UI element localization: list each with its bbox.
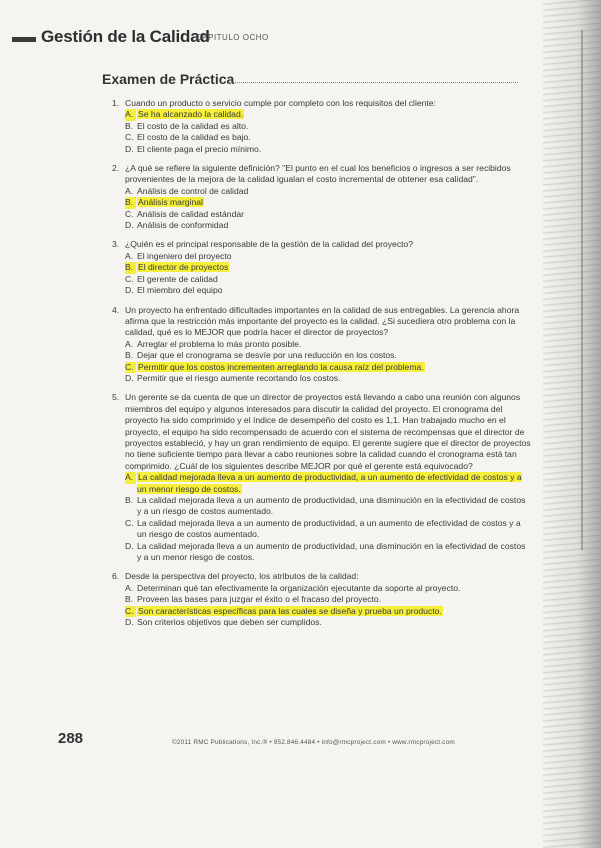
chapter-label: CAPITULO OCHO: [196, 33, 269, 42]
scan-edge-shadow: [543, 0, 601, 848]
answer-option: [125, 144, 532, 155]
option-letter: C.: [125, 606, 136, 617]
answer-option: [125, 121, 532, 132]
question-text: ¿Quién es el principal responsable de la gestión de la calidad del proyecto?: [125, 239, 414, 250]
option-letter: B.: [125, 120, 134, 131]
question-text: Desde la perspectiva del proyecto, los atributos de la calidad:: [125, 571, 359, 582]
option-text: Son criterios objetivos que deben ser cumplidos.: [137, 617, 322, 628]
option-text: La calidad mejorada lleva a un aumento de productividad, a un aumento de efectividad de costos y a un menor riesgo de costos.: [137, 472, 522, 494]
answer-option: [125, 518, 532, 541]
option-text: Análisis de calidad estándar: [137, 208, 245, 219]
section-divider: [228, 82, 518, 83]
option-text: El ingeniero del proyecto: [137, 250, 232, 261]
question-item: [112, 571, 532, 628]
question-text: Un proyecto ha enfrentado dificultades importantes en la calidad de sus entregables. La gerencia ahora afirma que la restricción más importante del proyecto es la calidad. ¿Si sucediera otro problema con la calidad, qué es lo MEJOR que podría hacer el director de proyectos?: [125, 304, 520, 338]
option-letter: D.: [125, 143, 134, 154]
answer-option: [125, 186, 532, 197]
question-list: [112, 98, 532, 636]
option-letter: C.: [125, 208, 134, 219]
option-text: Proveen las bases para juzgar el éxito o el fracaso del proyecto.: [137, 594, 382, 605]
option-text: El director de proyectos: [138, 262, 229, 273]
option-letter: B.: [125, 594, 134, 605]
option-text: Determinan qué tan efectivamente la organización ejecutante da soporte al proyecto.: [137, 582, 461, 593]
answer-option-highlighted: [125, 262, 532, 273]
option-text: Dejar que el cronograma se desvíe por una reducción en los costos.: [137, 350, 397, 361]
option-letter: D.: [125, 285, 134, 296]
option-text: El costo de la calidad es bajo.: [137, 132, 251, 143]
option-text: El gerente de calidad: [137, 273, 218, 284]
section-title: Examen de Práctica: [102, 71, 235, 87]
scan-edge-line: [581, 30, 583, 550]
answer-option: [125, 583, 532, 594]
question-number: 4.: [112, 304, 120, 315]
answer-option: [125, 541, 532, 564]
answer-option-highlighted: [125, 472, 532, 495]
option-text: El costo de la calidad es alto.: [137, 120, 249, 131]
answer-option: [125, 209, 532, 220]
option-letter: A.: [125, 109, 136, 120]
option-text: La calidad mejorada lleva a un aumento de productividad, a un aumento de efectividad de costos y a un riesgo de costos aumentado.: [137, 517, 521, 540]
option-letter: C.: [125, 273, 134, 284]
answer-option: [125, 220, 532, 231]
answer-option: [125, 350, 532, 361]
option-letter: D.: [125, 220, 134, 231]
option-letter: A.: [125, 582, 134, 593]
option-letter: A.: [125, 250, 134, 261]
question-number: 5.: [112, 392, 120, 403]
header-bar-mark: [12, 37, 36, 42]
question-item: [112, 163, 532, 231]
option-text: Análisis marginal: [138, 197, 203, 208]
option-text: Arreglar el problema lo más pronto posible.: [137, 338, 302, 349]
answer-option: [125, 495, 532, 518]
question-number: 3.: [112, 239, 120, 250]
footer-copyright: ©2011 RMC Publications, Inc.® • 952.846.4484 • info@rmcproject.com • www.rmcproject.com: [172, 739, 455, 746]
question-item: [112, 305, 532, 385]
answer-option: [125, 373, 532, 384]
option-text: El miembro del equipo: [137, 285, 223, 296]
option-text: La calidad mejorada lleva a un aumento de productividad, una disminución en la efectividad de costos y a un riesgo de costos aumentado.: [137, 495, 526, 517]
option-letter: C.: [125, 132, 134, 143]
option-letter: C.: [125, 517, 134, 528]
answer-option: [125, 132, 532, 143]
option-letter: B.: [125, 350, 134, 361]
option-text: Permitir que el riesgo aumente recortando los costos.: [137, 372, 341, 383]
answer-option-highlighted: [125, 362, 532, 373]
option-letter: B.: [125, 495, 134, 505]
option-letter: C.: [125, 362, 136, 373]
option-text: Se ha alcanzado la calidad.: [138, 109, 244, 120]
option-letter: B.: [125, 262, 136, 273]
option-text: Análisis de conformidad: [137, 220, 229, 231]
question-text: Un gerente se da cuenta de que un director de proyectos está llevando a cabo una reunión con algunos miembros del equipo y algunos interesados para discutir la calidad del proyecto. El cronograma del proyecto ha sido comprimido y el índice de desempeño del costo es 1,1. Han trabajado mucho en el proyecto, el equipo ha sido recompensado de acuerdo con el sistema de recompensas que el director de proyectos estableció, y hay un gran rendimiento de equipo. El gerente sugiere que el director de proyectos no tiene suficiente tiempo para llevar a cabo reuniones sobre la calidad cuando el cronograma está tan comprimido. ¿Cuál de los siguientes describe MEJOR por qué el gerente está equivocado?: [125, 392, 531, 471]
question-item: [112, 392, 532, 563]
question-number: 2.: [112, 163, 120, 174]
option-text: Permitir que los costos incrementen arreglando la causa raíz del problema.: [138, 361, 424, 372]
page-header-title: Gestión de la Calidad: [41, 27, 210, 46]
answer-option: [125, 274, 532, 285]
answer-option: [125, 285, 532, 296]
answer-option: [125, 339, 532, 350]
answer-option-highlighted: [125, 606, 532, 617]
answer-option-highlighted: [125, 197, 532, 208]
option-letter: A.: [125, 338, 134, 349]
option-letter: A.: [125, 472, 136, 483]
option-letter: B.: [125, 197, 136, 208]
answer-option: [125, 594, 532, 605]
option-letter: D.: [125, 617, 134, 628]
option-text: La calidad mejorada lleva a un aumento de productividad, una disminución en la efectividad de costos y a un menor riesgo de costos.: [137, 540, 526, 563]
option-text: Son características específicas para las cuales se diseña y prueba un producto.: [138, 605, 442, 616]
question-text: ¿A qué se refiere la siguiente definición? "El punto en el cual los beneficios o ingresos a ser recibidos provenientes de la mejora de la calidad igualan el costo incremental de obtener esa calidad".: [125, 163, 511, 185]
question-item: [112, 98, 532, 155]
option-letter: D.: [125, 540, 134, 551]
question-item: [112, 239, 532, 296]
option-letter: D.: [125, 372, 134, 383]
question-number: 1.: [112, 98, 120, 108]
option-letter: A.: [125, 185, 134, 196]
answer-option: [125, 251, 532, 262]
answer-option: [125, 617, 532, 628]
option-text: Análisis de control de calidad: [137, 185, 249, 196]
answer-option-highlighted: [125, 109, 532, 120]
question-text: Cuando un producto o servicio cumple por completo con los requisitos del cliente:: [125, 98, 436, 108]
option-text: El cliente paga el precio mínimo.: [137, 143, 262, 154]
question-number: 6.: [112, 571, 120, 582]
page-number: 288: [58, 730, 84, 747]
